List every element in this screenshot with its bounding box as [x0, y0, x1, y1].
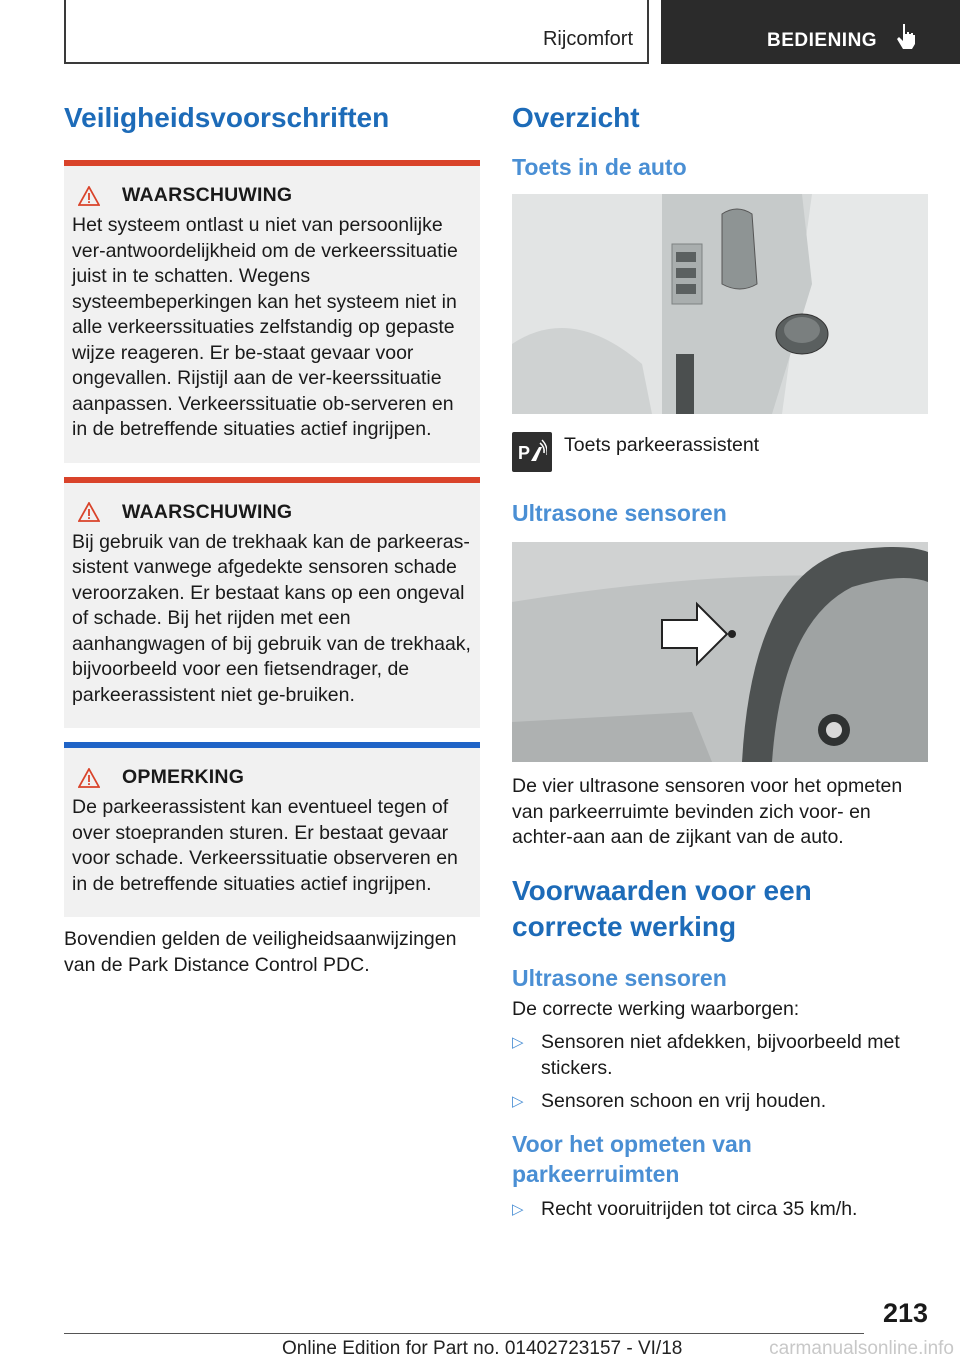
warning-heading: WAARSCHUWING [122, 184, 293, 206]
conditions-list [512, 1030, 928, 1115]
parking-assistant-button-icon [512, 432, 552, 472]
sensor-photo [512, 542, 928, 762]
right-column [512, 100, 928, 1230]
note-text: De parkeerassistent kan eventueel tegen of over stoepranden sturen. Er bestaat gevaar voor schade. Verkeerssituatie observeren en in de betreffende situaties actief ingrijpen. [72, 796, 458, 895]
footer-divider [64, 1333, 864, 1334]
footer-edition: Online Edition for Part no. 01402723157 - VI/18 [282, 1338, 683, 1359]
warning-triangle-icon [78, 186, 100, 206]
list-item: ▷ Sensoren schoon en vrij houden. [512, 1089, 928, 1115]
watermark: carmanualsonline.info [769, 1338, 954, 1359]
overview-title: Overzicht [512, 102, 640, 133]
warning-text: Bij gebruik van de trekhaak kan de parkeeras-sistent vanwege afgedekte sensoren schade veroorzaken. Er bestaat kans op een ongeval of schade. Bij het rijden met een aanhangwagen of bij gebruik van de trekhaak, bijvoorbeeld voor een fietsendrager, de parkeerassistent niet ge-bruiken. [72, 530, 471, 706]
left-column [64, 100, 480, 978]
ultrasonic-sensors-subtitle: Ultrasone sensoren [512, 500, 727, 526]
svg-text:P: P [518, 443, 531, 463]
conditions-intro: De correcte werking waarborgen: [512, 997, 800, 1020]
list-item: ▷ Sensoren niet afdekken, bijvoorbeeld met stickers. [512, 1031, 900, 1079]
conditions-sensors-subtitle: Ultrasone sensoren [512, 964, 727, 991]
list-item: ▷ Recht vooruitrijden tot circa 35 km/h. [512, 1197, 928, 1223]
header-section-title: Rijcomfort [542, 28, 633, 50]
warning-box-2 [64, 477, 480, 729]
parking-button-row [512, 432, 928, 472]
console-photo [512, 194, 928, 414]
triangle-bullet-icon: ▷ [512, 1200, 524, 1218]
parking-button-label: Toets parkeerassistent [564, 434, 760, 456]
header-chapter-title: BEDIENING [767, 30, 878, 51]
measuring-list [512, 1197, 928, 1223]
warning-box-1 [64, 160, 480, 463]
pointing-hand-icon [895, 22, 917, 50]
warning-text: Het systeem ontlast u niet van persoonlijke ver-antwoordelijkheid om de verkeerssituatie juist in te schatten. Wegens systeembeperkingen kan het systeem niet in alle verkeerssituaties zelfstandig op gepaste wijze reageren. Er be-staat gevaar voor ongevallen. Rijstijl aan de ver-keerssituatie aanpassen. Verkeerssituatie ob-serveren en in de betreffende situaties actief ingrijpen. [72, 214, 458, 440]
triangle-bullet-icon: ▷ [512, 1034, 524, 1051]
note-heading: OPMERKING [122, 766, 245, 788]
warning-triangle-icon [78, 502, 100, 522]
button-in-car-subtitle: Toets in de auto [512, 154, 687, 180]
header-chapter-box [661, 0, 960, 64]
conditions-title: Voorwaarden voor een correcte werking [512, 874, 812, 942]
warning-heading: WAARSCHUWING [122, 500, 293, 523]
safety-title: Veiligheidsvoorschriften [64, 102, 390, 133]
triangle-bullet-icon: ▷ [512, 1093, 524, 1110]
page-number: 213 [882, 1298, 928, 1328]
sensor-description: De vier ultrasone sensoren voor het opmeten van parkeerruimte bevinden zich voor- en achter-aan aan de zijkant van de auto. [512, 775, 903, 848]
safety-closing-text: Bovendien gelden de veiligheidsaanwijzingen van de Park Distance Control PDC. [64, 928, 457, 976]
header-section-box [64, 0, 649, 64]
note-box [64, 742, 480, 917]
warning-triangle-icon [78, 768, 100, 788]
measuring-subtitle: Voor het opmeten van parkeerruimten [512, 1130, 752, 1187]
